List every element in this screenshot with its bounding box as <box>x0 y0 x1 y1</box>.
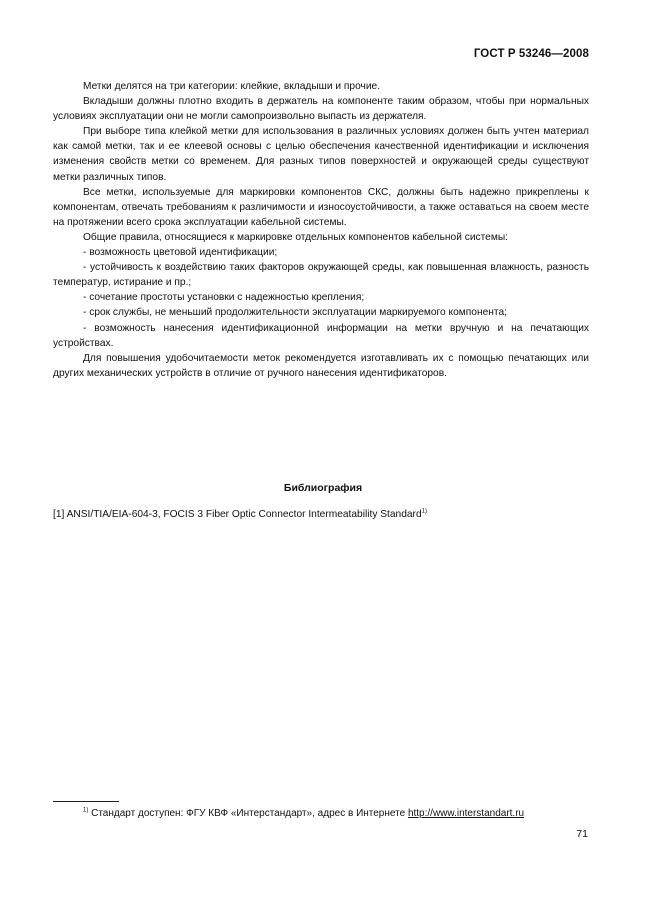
body-text <box>53 79 589 381</box>
list-item: - сочетание простоты установки с надежностью крепления; <box>83 292 365 304</box>
bibliography-item <box>53 509 427 520</box>
footnote-text: Стандарт доступен: ФГУ КВФ «Интерстандарт», адрес в Интернете <box>88 808 408 819</box>
paragraph: Метки делятся на три категории: клейкие, вкладыши и прочие. <box>83 81 381 92</box>
footnote-divider <box>53 801 119 802</box>
paragraph: Для повышения удобочитаемости меток рекомендуется изготавливать их с помощью печатающих или других механических устройств в отличие от ручного нанесения идентификаторов. <box>53 352 589 379</box>
list-item: - возможность нанесения идентификационной информации на метки вручную и на печатающих устройствах. <box>53 322 589 349</box>
page-number: 71 <box>576 828 588 840</box>
bibliography-title <box>0 482 646 494</box>
paragraph: Вкладыши должны плотно входить в держатель на компоненте таким образом, чтобы при нормальных условиях эксплуатации они не могли самопроизвольно выпасть из держателя. <box>53 96 589 123</box>
footnote-mark: 1) <box>83 807 89 814</box>
document-id-header: ГОСТ Р 53246—2008 <box>473 48 589 60</box>
paragraph: Общие правила, относящиеся к маркировке отдельных компонентов кабельной системы: <box>83 231 508 243</box>
paragraph: При выборе типа клейкой метки для использования в различных условиях должен быть учтен материал как самой метки, так и ее клеевой основы с целью обеспечения качественной идентификации и исключения изменения свойств метки со временем. Для разных типов поверхностей и окружающей среды существуют метки различных типов. <box>53 126 589 183</box>
list-item: - возможность цветовой идентификации; <box>83 247 278 259</box>
bibliography-title-text: Библиография <box>283 482 363 494</box>
list-item: - срок службы, не меньший продолжительности эксплуатации маркируемого компонента; <box>83 307 507 319</box>
paragraph: Все метки, используемые для маркировки компонентов СКС, должны быть надежно прикреплены к компонентам, отвечать требованиям к различимости и износоустойчивости, а также оставаться на своем месте на протяжении всего срока эксплуатации кабельной системы. <box>53 186 589 228</box>
footnote <box>83 808 524 819</box>
list-item: - устойчивость к воздействию таких факторов окружающей среды, как повышенная влажность, разность температур, истирание и пр.; <box>53 262 589 289</box>
footnote-url-link[interactable]: http://www.interstandart.ru <box>407 808 525 819</box>
bibliography-item-text: [1] ANSI/TIA/EIA-604-3, FOCIS 3 Fiber Optic Connector Intermeatability Standard <box>53 509 422 520</box>
footnote-reference: 1) <box>421 508 427 515</box>
